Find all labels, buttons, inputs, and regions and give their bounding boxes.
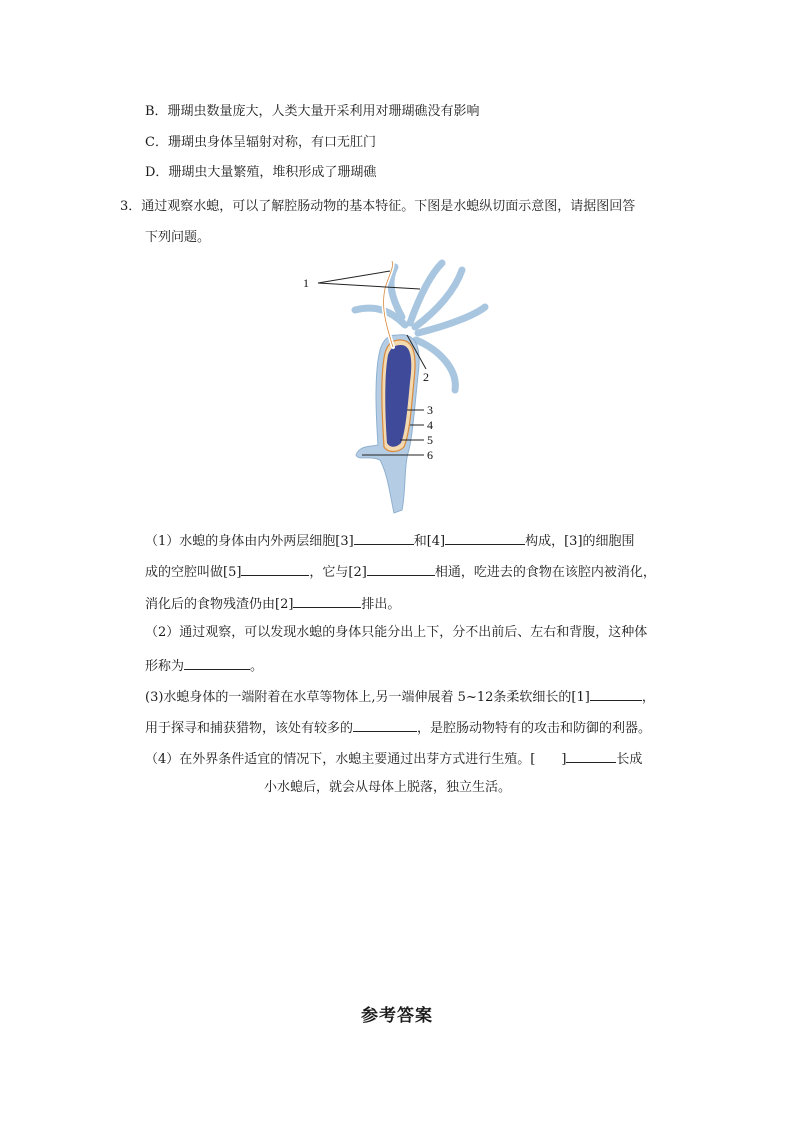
question-3-stem-line-1: 3．通过观察水螅，可以了解腔肠动物的基本特征。下图是水螅纵切面示意图，请据图回答 bbox=[120, 199, 636, 214]
q2-line-2: 形称为 。 bbox=[145, 655, 263, 676]
blank-q1-4[interactable] bbox=[445, 530, 525, 545]
diagram-label-2: 2 bbox=[423, 370, 429, 384]
blank-q1-3[interactable] bbox=[354, 530, 414, 545]
tentacles-shape bbox=[355, 263, 485, 390]
q2-line-1: （2）通过观察，可以发现水螅的身体只能分出上下，分不出前后、左右和背腹，这种体 bbox=[145, 625, 648, 640]
mouth-channel-shape bbox=[384, 261, 393, 347]
blank-q2[interactable] bbox=[184, 655, 250, 670]
diagram-label-5: 5 bbox=[427, 433, 433, 447]
q1-line-1: （1）水螅的身体由内外两层细胞[3] 和[4] 构成，[3]的细胞围 bbox=[145, 530, 635, 551]
diagram-label-4: 4 bbox=[427, 418, 433, 432]
q3-line-1: (3)水螅身体的一端附着在水草等物体上,另一端伸展着 5~12条柔软细长的[1] ， bbox=[145, 686, 655, 707]
q1-line-2: 成的空腔叫做[5] ，它与[2] 相通，吃进去的食物在该腔内被消化， bbox=[145, 561, 656, 582]
option-b: B．珊瑚虫数量庞大，人类大量开采利用对珊瑚礁没有影响 bbox=[145, 104, 480, 119]
hydra-illustration bbox=[290, 255, 500, 520]
diagram-label-3: 3 bbox=[427, 403, 433, 417]
option-d: D．珊瑚虫大量繁殖，堆积形成了珊瑚礁 bbox=[145, 165, 377, 180]
q3-line-2: 用于探寻和捕获猎物，该处有较多的 ，是腔肠动物特有的攻击和防御的利器。 bbox=[145, 717, 651, 738]
diagram-label-1: 1 bbox=[303, 276, 309, 290]
blank-q4[interactable] bbox=[566, 748, 616, 763]
question-3-stem-line-2: 下列问题。 bbox=[145, 230, 211, 245]
blank-q1-5[interactable] bbox=[241, 561, 309, 576]
hydra-diagram bbox=[290, 255, 500, 520]
answer-heading: 参考答案 bbox=[361, 1006, 433, 1026]
q1-line-3: 消化后的食物残渣仍由[2] 排出。 bbox=[145, 593, 400, 614]
blank-q1-2b[interactable] bbox=[293, 593, 361, 608]
blank-q3-2[interactable] bbox=[353, 717, 417, 732]
q4-line-1: （4）在外界条件适宜的情况下，水螅主要通过出芽方式进行生殖。[ ] 长成 bbox=[145, 748, 642, 769]
diagram-label-6: 6 bbox=[427, 448, 433, 462]
blank-q1-2a[interactable] bbox=[367, 561, 435, 576]
q4-line-2: 小水螅后，就会从母体上脱落，独立生活。 bbox=[264, 780, 512, 795]
blank-q3-1[interactable] bbox=[590, 686, 642, 701]
option-c: C．珊瑚虫身体呈辐射对称，有口无肛门 bbox=[145, 135, 376, 150]
